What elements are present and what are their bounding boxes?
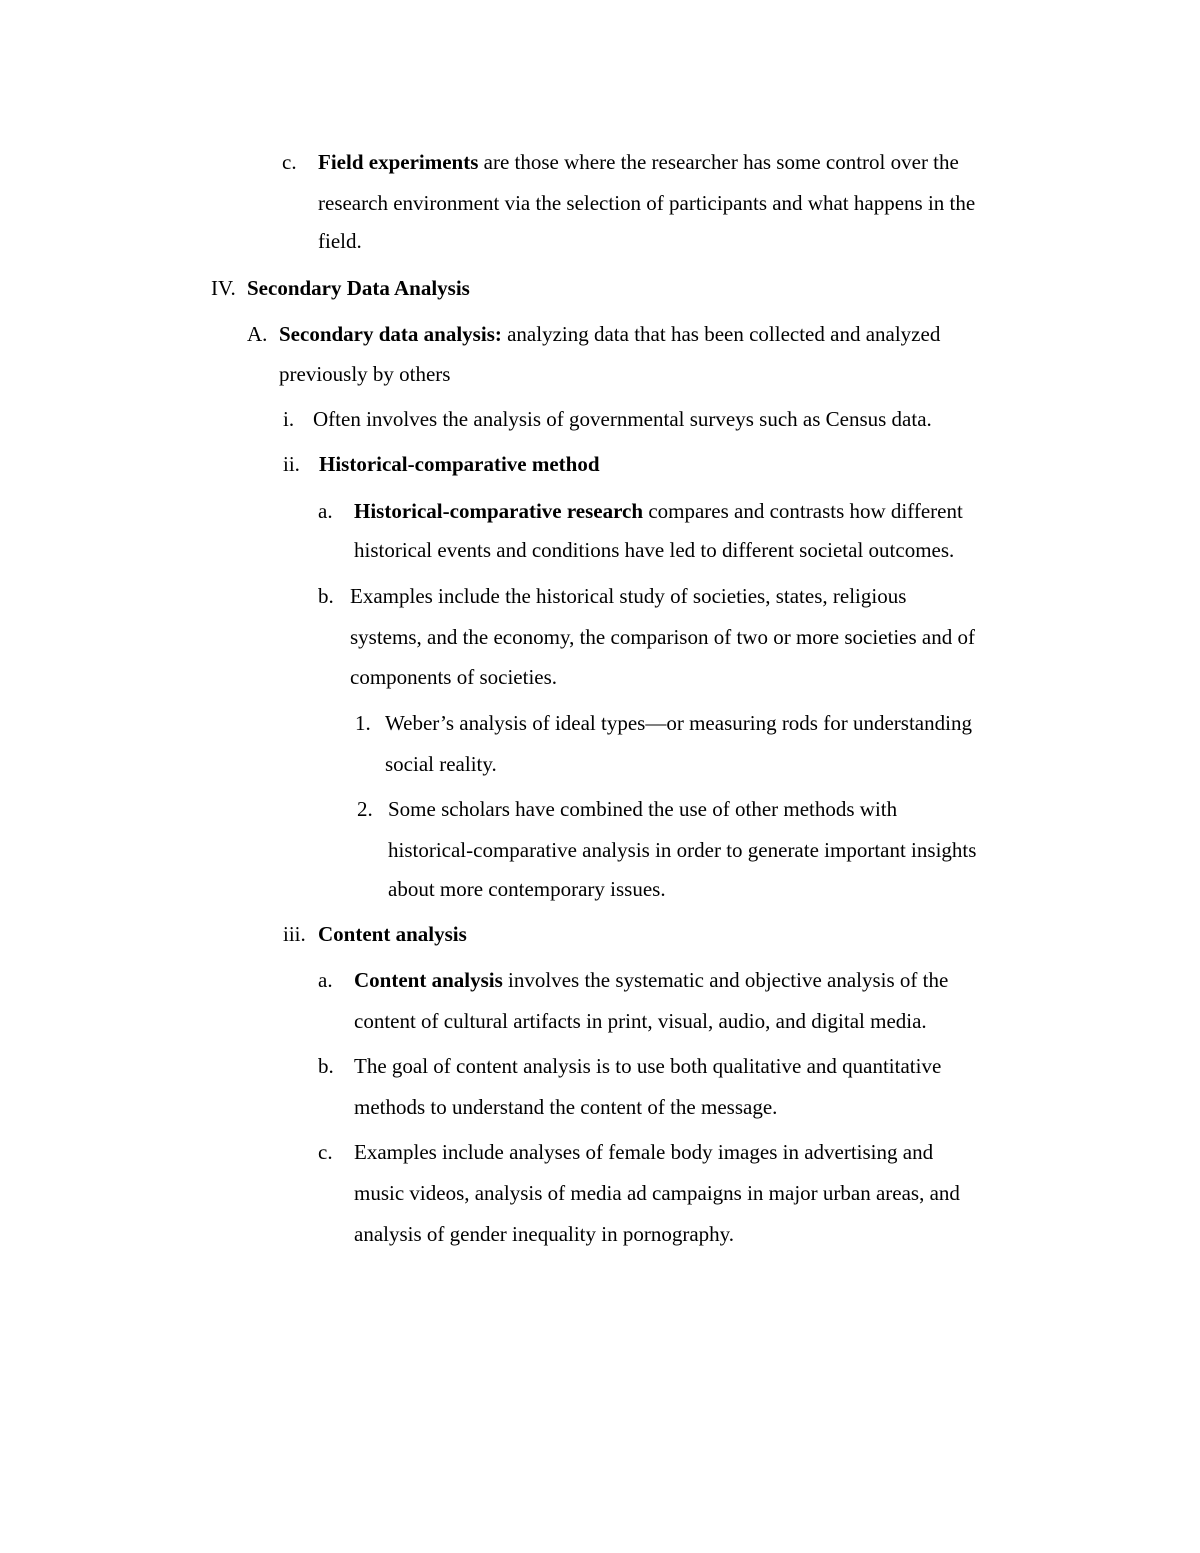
paragraph-line: Examples include analyses of female body images in advertising and xyxy=(354,1140,934,1164)
paragraph-line xyxy=(279,321,940,347)
paragraph-line: previously by others xyxy=(279,362,451,386)
text-run: involves the systematic and objective analysis of the xyxy=(502,968,949,992)
paragraph-line: historical events and conditions have led to different societal outcomes. xyxy=(354,538,955,562)
paragraph-line: Often involves the analysis of governmental surveys such as Census data. xyxy=(313,407,932,431)
list-marker: 2. xyxy=(357,797,373,821)
section-heading: Secondary Data Analysis xyxy=(247,276,470,300)
list-marker: a. xyxy=(318,499,333,523)
paragraph-line: music videos, analysis of media ad campaigns in major urban areas, and xyxy=(354,1181,960,1205)
list-marker: IV. xyxy=(211,276,236,300)
list-marker: ii. xyxy=(283,452,300,476)
term-bold: Content analysis xyxy=(354,968,503,992)
paragraph-line: Some scholars have combined the use of other methods with xyxy=(388,797,898,821)
paragraph-line xyxy=(354,498,963,524)
paragraph-line: systems, and the economy, the comparison of two or more societies and of xyxy=(350,625,975,649)
text-run: compares and contrasts how different xyxy=(643,499,963,523)
term-bold: Secondary data analysis: xyxy=(279,322,502,346)
paragraph-line: Examples include the historical study of societies, states, religious xyxy=(350,584,907,608)
paragraph-line: components of societies. xyxy=(350,665,558,689)
paragraph-line: content of cultural artifacts in print, visual, audio, and digital media. xyxy=(354,1009,927,1033)
paragraph-line xyxy=(354,967,948,993)
paragraph-line: about more contemporary issues. xyxy=(388,877,666,901)
term-bold: Historical-comparative research xyxy=(354,499,644,523)
paragraph-line: analysis of gender inequality in pornography. xyxy=(354,1222,735,1246)
paragraph-line xyxy=(318,149,959,175)
paragraph-line: historical-comparative analysis in order to generate important insights xyxy=(388,838,977,862)
paragraph-line: social reality. xyxy=(385,752,497,776)
text-run: are those where the researcher has some control over the xyxy=(478,150,959,174)
paragraph-line: research environment via the selection of participants and what happens in the xyxy=(318,191,976,215)
list-marker: a. xyxy=(318,968,333,992)
list-marker: c. xyxy=(318,1140,333,1164)
term-bold: Field experiments xyxy=(318,150,479,174)
paragraph-line: Weber’s analysis of ideal types—or measuring rods for understanding xyxy=(385,711,972,735)
list-marker: b. xyxy=(318,584,334,608)
text-run: analyzing data that has been collected and analyzed xyxy=(501,322,941,346)
list-marker: iii. xyxy=(283,922,306,946)
list-marker: i. xyxy=(283,407,295,431)
subsection-heading: Content analysis xyxy=(318,922,467,946)
list-marker: A. xyxy=(247,322,268,346)
list-marker: c. xyxy=(282,150,297,174)
list-marker: 1. xyxy=(355,711,371,735)
paragraph-line: methods to understand the content of the message. xyxy=(354,1095,778,1119)
list-marker: b. xyxy=(318,1054,334,1078)
subsection-heading: Historical-comparative method xyxy=(319,452,600,476)
paragraph-line: field. xyxy=(318,229,362,253)
paragraph-line: The goal of content analysis is to use both qualitative and quantitative xyxy=(354,1054,942,1078)
